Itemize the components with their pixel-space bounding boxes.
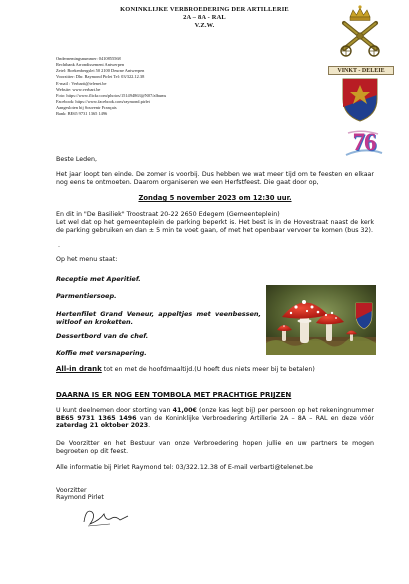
vinkt-banner: VINKT - DELEIE xyxy=(328,66,394,75)
menu-item-reception: Receptie met Aperitief. xyxy=(56,275,141,283)
bank-account: Bank: BE65 9731 1365 1496 xyxy=(56,111,108,117)
org-info xyxy=(56,56,166,117)
org-units: 2A – 8A - RAL xyxy=(183,14,226,21)
payment-iban: BE65 9731 1365 1496 xyxy=(56,414,137,422)
signature-name: Raymond Pirlet xyxy=(56,494,104,501)
greeting: Beste Leden, xyxy=(56,156,97,163)
website-link[interactable]: Website: www.verbart.be xyxy=(56,86,101,92)
handwritten-signature-icon xyxy=(80,502,130,528)
wish-paragraph: De Voorzitter en het Bestuur van onze Verbroedering hopen jullie en uw partners te mogen begroeten op dit feest. xyxy=(56,440,374,455)
drinks-detail: tot en met de hoofdmaaltijd.(U hoeft dus niets meer bij te betalen) xyxy=(101,366,315,373)
seventy-six-logo xyxy=(344,127,384,159)
org-vzw: V.Z.W. xyxy=(194,22,215,29)
all-in-drinks: All-in drank xyxy=(56,365,102,373)
menu-item-dessert: Dessertbord van de chef. xyxy=(56,332,149,340)
payment-paragraph xyxy=(56,407,374,430)
company-number: Ondernemingsnummer: 0410855568 xyxy=(56,56,121,61)
affiliation: Aangesloten bij Souvenir Français xyxy=(56,105,117,111)
tombola-heading: DAARNA IS ER NOG EEN TOMBOLA MET PRACHTIGE PRIJZEN xyxy=(56,391,292,399)
menu-title: Op het menu staat: xyxy=(56,256,118,263)
venue-line: En dit in "De Basiliek" Troostraat 20-22 2650 Edegem (Gemeenteplein) xyxy=(56,211,280,218)
payment-text-1: U kunt deelnemen door storting van xyxy=(56,407,173,414)
event-date: Zondag 5 november 2023 om 12:30 uur. xyxy=(138,194,292,202)
facebook-link[interactable]: Facebook: https://www.facebook.com/raymond.pirlet xyxy=(56,98,150,104)
chairman: Voorzitter: Dhr. Raymond Pirlet Tel: 03/322.12.38 xyxy=(56,74,145,80)
drinks-line xyxy=(56,366,315,374)
address: Zetel: Boekenbergslei 50 2100 Deurne Antwerpen xyxy=(56,68,145,74)
intro-paragraph: Het jaar loopt ten einde. De zomer is voorbij. Dus hebben we wat meer tijd om te feesten en elkaar nog eens te ontmoeten. Daarom organiseren we een Herfstfeest. Die gaat door op, xyxy=(56,171,374,186)
contact-line: Alle informatie bij Pirlet Raymond tel: 03/322.12.38 of E-mail verbarti@telenet.be xyxy=(56,464,313,471)
org-name: KONINKLIJKE VERBROEDERING DER ARTILLERIE xyxy=(120,6,289,13)
payment-text-3: van de Koninklijke Verbroedering Artillerie 2A – 8A – RAL en deze vóór xyxy=(136,414,374,422)
payment-deadline: zaterdag 21 oktober 2023 xyxy=(56,422,149,430)
seventy-six-number: 76 xyxy=(352,129,376,156)
menu-item-soup: Parmentiersoep. xyxy=(56,292,117,300)
crossed-cannons-emblem-icon xyxy=(337,3,383,61)
payment-text-4: . xyxy=(148,422,151,430)
regimental-shield-icon xyxy=(340,77,380,123)
court: Rechtbank Arrondissement Antwerpen xyxy=(56,62,125,68)
menu-item-coffee: Koffie met versnapering. xyxy=(56,349,147,357)
parking-paragraph: Let wel dat op het gemeenteplein de parking beperkt is. Het best is in de Hovestraat naast de kerk de parking gebruiken en dan ± 5 min te voet gaan, of met het openbaar vervoer te komen (bus 32). xyxy=(56,219,374,234)
menu-item-main-course: Hertenfilet Grand Veneur, appeltjes met veenbessen, witloof en kroketten. xyxy=(56,310,261,327)
payment-amount: 41,00€ xyxy=(172,407,197,414)
email-link[interactable]: E-mail : Verbarti@telenet.be xyxy=(56,80,107,86)
separator-dot: . xyxy=(58,242,61,249)
photo-link[interactable]: Foto: https://www.flickr.com/photos/151494863@N07/albums xyxy=(56,92,167,98)
signature-role: Voorzitter xyxy=(56,487,87,494)
payment-text-2: (onze kas legt bij) per persoon op het rekeningnummer xyxy=(196,407,374,414)
mushroom-photo xyxy=(266,285,376,355)
